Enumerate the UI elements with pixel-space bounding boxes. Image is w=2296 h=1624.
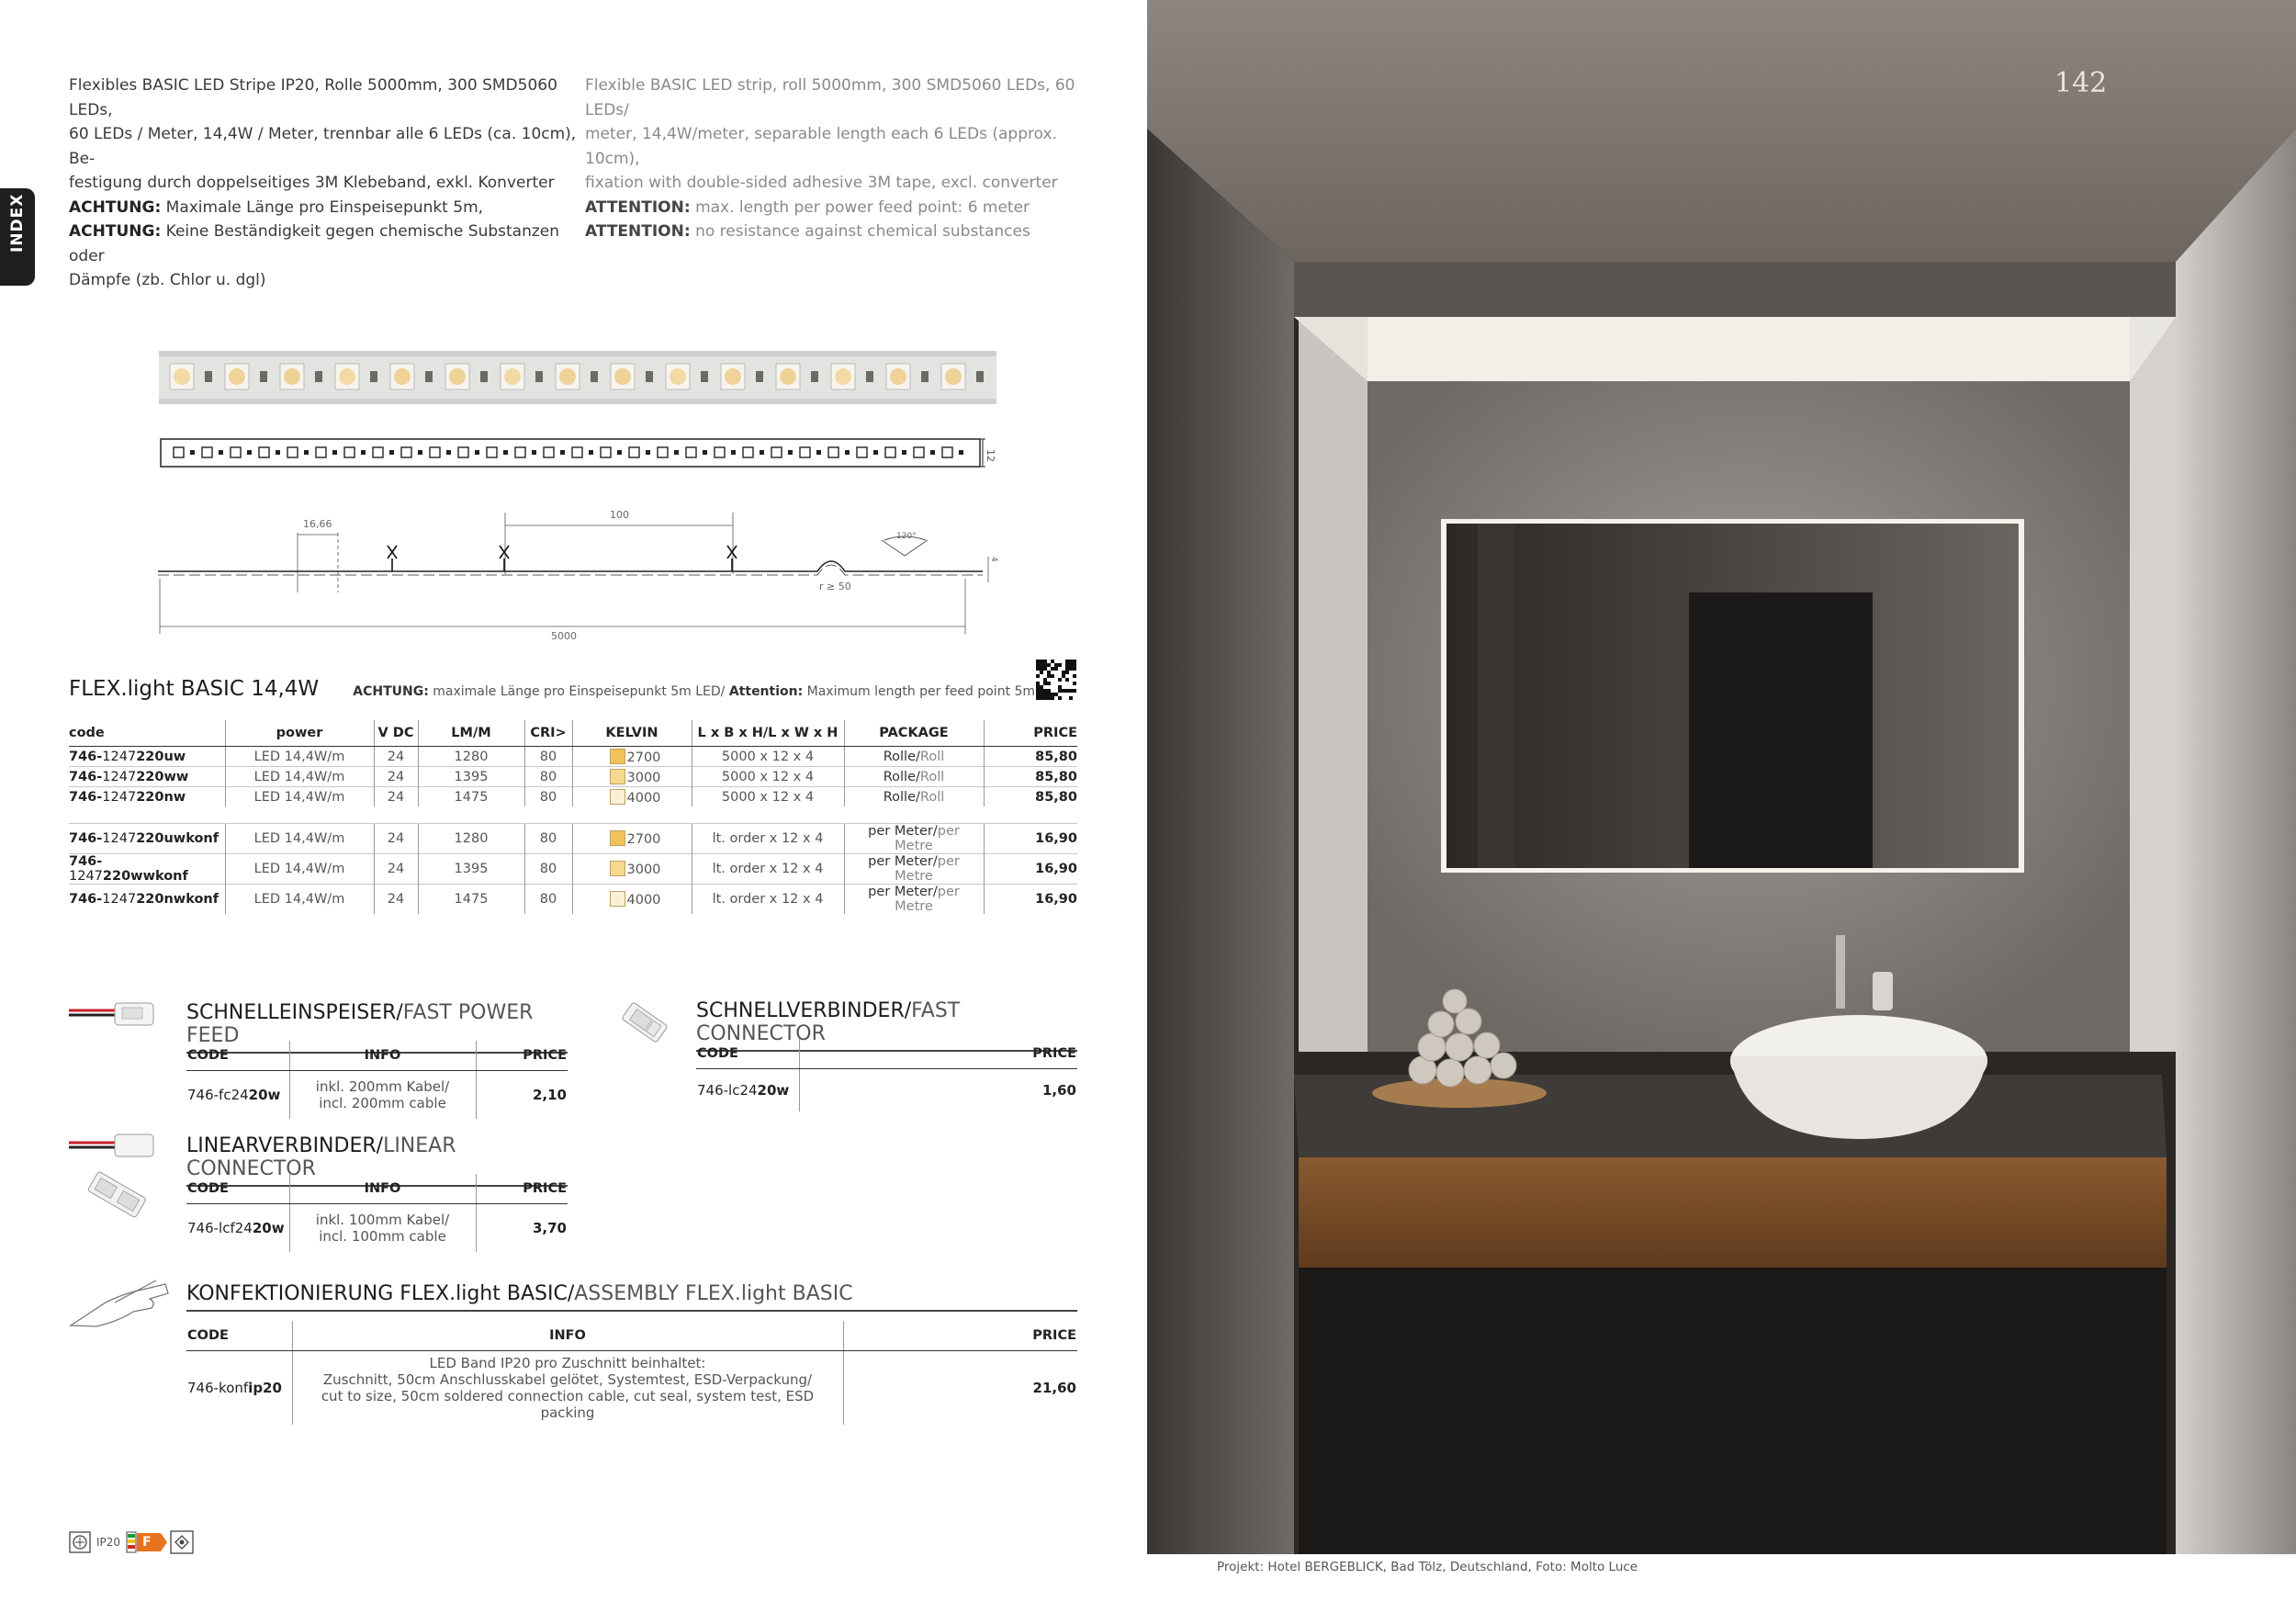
qr-module [1036,660,1040,663]
row-kelvin: 3000 [572,854,692,885]
row-price: 16,90 [984,824,1077,854]
resistor-outline [589,450,593,455]
table-row [186,1204,568,1252]
col-price: PRICE [843,1321,1077,1351]
qr-module [1047,663,1051,667]
led-outline [401,447,411,457]
table-header-row [186,1041,568,1071]
led-outline [344,447,355,457]
scissors-icon [388,546,737,571]
col-lmm: LM/M [418,720,524,747]
assembly-price: 21,60 [843,1351,1077,1425]
linear-connector-product-image [69,1132,170,1224]
fast-connector-table [696,1039,1077,1111]
table-header-row [186,1321,1077,1351]
row-kelvin: 2700 [572,747,692,767]
resistor-outline [703,450,707,455]
row-price: 85,80 [984,767,1077,787]
col-price: PRICE [799,1039,1077,1069]
col-info: INFO [292,1321,843,1351]
row-cri: 80 [524,787,572,807]
resistor [976,371,984,382]
table-header-row [186,1174,568,1204]
table-header-row [696,1039,1077,1069]
qr-module [1069,663,1073,667]
resistor [921,371,929,382]
row-dimensions: 5000 x 12 x 4 [692,767,844,787]
led-emitter [504,368,521,385]
led-strip-drawing-side [156,505,1001,643]
row-power: LED 14,4W/m [225,824,374,854]
resistor-outline [788,450,793,455]
resistor-outline [930,450,935,455]
qr-module [1065,667,1069,671]
row-code: 746-1247220ww [69,767,225,787]
power-feed-product-image [69,999,165,1036]
resistor-outline [959,450,963,455]
led-emitter [449,368,466,385]
led-outline [658,447,668,457]
qr-module [1073,667,1076,671]
height-dimension-label: 12 [985,449,996,462]
product-note: ACHTUNG: maximale Länge pro Einspeisepunkt 5m LED/ Attention: Maximum length per feed point 5m [353,684,1036,699]
row-package: per Meter/per Metre [844,824,984,854]
table-spacer-row [69,806,1077,824]
row-lmm: 1280 [418,747,524,767]
row-price: 85,80 [984,787,1077,807]
kelvin-swatch [610,749,625,764]
col-package: PACKAGE [844,720,984,747]
resistor-outline [247,450,252,455]
resistor-outline [332,450,337,455]
row-cri: 80 [524,854,572,885]
resistor-outline [873,450,878,455]
row-vdc: 24 [374,767,418,787]
table-row [186,1351,1077,1425]
col-dimensions: L x B x H/L x W x H [692,720,844,747]
led-emitter [945,368,962,385]
resistor [866,371,873,382]
resistor-outline [731,450,736,455]
linear-connector-code: 746-lcf2420w [187,1219,285,1236]
led-outline [828,447,838,457]
qr-module [1069,660,1073,663]
row-code: 746-1247220nwkonf [69,885,225,915]
resistor-outline [674,450,679,455]
led-strip-drawing-top [159,430,1004,478]
col-price: PRICE [476,1041,568,1071]
radius-label: r ≥ 50 [819,581,851,592]
intro-en-attention-1: ATTENTION: max. length per power feed point: 6 meter [585,197,1030,217]
intro-en-line: fixation with double-sided adhesive 3M tape, excl. converter [585,174,1058,192]
led-outline [373,447,383,457]
resistor-outline [646,450,650,455]
row-dimensions: lt. order x 12 x 4 [692,824,844,854]
power-feed-code: 746-fc2420w [187,1086,281,1103]
ip-rating: IP20 [96,1536,121,1549]
row-code: 746-1247220uwkonf [69,824,225,854]
table-row [69,767,1077,787]
resistor [701,371,708,382]
footer-icons [69,1530,194,1554]
resistor-outline [446,450,451,455]
qr-module [1054,663,1058,667]
led-outline [316,447,326,457]
qr-module [1073,663,1076,667]
resistor-outline [190,450,195,455]
resistor-outline [304,450,309,455]
row-dimensions: 5000 x 12 x 4 [692,747,844,767]
col-price: PRICE [984,720,1077,747]
fast-power-feed-table [186,1041,568,1119]
qr-module [1040,667,1043,671]
fast-connector-code: 746-lc2420w [697,1081,790,1099]
row-power: LED 14,4W/m [225,787,374,807]
col-vdc: V DC [374,720,418,747]
row-cri: 80 [524,747,572,767]
row-dimensions: lt. order x 12 x 4 [692,854,844,885]
fast-connector-price: 1,60 [799,1069,1077,1111]
led-emitter [339,368,355,385]
qr-module [1043,667,1047,671]
intro-de-attention-1: ACHTUNG: Maximale Länge pro Einspeisepunkt 5m, [69,197,484,217]
dimmable-icon [170,1530,194,1554]
energy-class-label: F [142,1535,152,1550]
col-power: power [225,720,374,747]
qr-module [1073,660,1076,663]
resistor-outline [475,450,479,455]
resistor-outline [503,450,508,455]
length-dimension-label: 5000 [551,630,577,642]
resistor-outline [760,450,764,455]
led-emitter [284,368,300,385]
row-lmm: 1280 [418,824,524,854]
resistor [811,371,818,382]
led-emitter [890,368,906,385]
led-emitter [670,368,686,385]
led-strip-image [159,351,996,404]
qr-module [1040,671,1043,674]
led-outline [174,447,184,457]
fast-connector-product-image [613,997,678,1052]
row-lmm: 1395 [418,854,524,885]
resistor-outline [560,450,565,455]
assembly-hand-icon [69,1275,170,1332]
resistor [756,371,763,382]
led-outline [231,447,241,457]
qr-module [1043,660,1047,663]
col-price: PRICE [476,1174,568,1204]
assembly-info: LED Band IP20 pro Zuschnitt beinhaltet: Zuschnitt, 50cm Anschlusskabel gelötet, Systemtest, ESD-Verpackung/ cut to size, 50cm soldered connection cable, cut seal, system test, ESD packing [292,1351,843,1425]
product-heading [69,677,1079,705]
led-emitter [835,368,851,385]
col-cri: CRI> [524,720,572,747]
linear-connector-price: 3,70 [476,1204,568,1252]
table-header-row [69,720,1077,747]
intro-en-line: meter, 14,4W/meter, separable length each 6 LEDs (approx. 10cm), [585,125,1057,168]
row-vdc: 24 [374,854,418,885]
led-outline [629,447,639,457]
resistor [260,371,267,382]
kelvin-swatch [610,830,625,846]
kelvin-swatch [610,789,625,805]
qr-module [1065,663,1069,667]
led-outline [572,447,582,457]
thickness-label: 4 [989,557,998,562]
qr-module [1065,671,1069,674]
row-vdc: 24 [374,885,418,915]
row-lmm: 1475 [418,885,524,915]
row-vdc: 24 [374,747,418,767]
linear-connector-table [186,1174,568,1252]
led-outline [515,447,525,457]
row-cri: 80 [524,767,572,787]
resistor-outline [532,450,536,455]
qr-module [1051,660,1054,663]
row-vdc: 24 [374,824,418,854]
resistor-outline [845,450,850,455]
pitch-dimension-label: 16,66 [303,518,332,530]
qr-module [1047,671,1051,674]
resistor-outline [617,450,622,455]
product-table [69,720,1077,914]
col-code: CODE [186,1321,292,1351]
qr-module [1043,663,1047,667]
row-kelvin: 2700 [572,824,692,854]
led-outline [458,447,468,457]
row-power: LED 14,4W/m [225,885,374,915]
qr-module [1054,667,1058,671]
page-number: 142 [2054,67,2108,99]
row-price: 16,90 [984,854,1077,885]
assembly-title: KONFEKTIONIERUNG FLEX.light BASIC/ASSEMBLY FLEX.light BASIC [186,1282,1077,1312]
power-feed-info: inkl. 200mm Kabel/ incl. 200mm cable [289,1071,476,1119]
table-row [186,1071,568,1119]
led-outline [487,447,497,457]
row-kelvin: 4000 [572,787,692,807]
row-dimensions: 5000 x 12 x 4 [692,787,844,807]
led-outline [430,447,440,457]
intro-german [69,73,579,293]
row-power: LED 14,4W/m [225,767,374,787]
table-row [69,885,1077,915]
resistor [370,371,377,382]
led-outline [914,447,924,457]
col-info: INFO [289,1041,476,1071]
led-outline [259,447,269,457]
cut-dimension-label: 100 [610,509,629,521]
col-code: CODE [186,1174,289,1204]
resistor [646,371,653,382]
row-price: 85,80 [984,747,1077,767]
resistor-outline [219,450,223,455]
resistor-outline [816,450,821,455]
resistor [480,371,488,382]
led-outline [942,447,952,457]
col-code: CODE [696,1039,799,1069]
qr-module [1051,667,1054,671]
row-code: 746-1247220wwkonf [69,854,225,885]
qr-module [1040,663,1043,667]
qr-module [1069,667,1073,671]
kelvin-swatch [610,769,625,784]
row-power: LED 14,4W/m [225,747,374,767]
led-outline [601,447,611,457]
led-emitter [614,368,631,385]
angle-label: 120° [896,532,917,541]
intro-de-attention-2: ACHTUNG: Keine Beständigkeit gegen chemische Substanzen oder [69,222,560,265]
linear-connector-info: inkl. 100mm Kabel/ incl. 100mm cable [289,1204,476,1252]
led-outline [287,447,298,457]
row-power: LED 14,4W/m [225,854,374,885]
kelvin-swatch [610,861,625,876]
resistor [535,371,543,382]
led-outline [885,447,895,457]
resistor [591,371,598,382]
index-tab-label: INDEX [8,193,27,253]
row-package: Rolle/Roll [844,787,984,807]
resistor-outline [361,450,366,455]
row-dimensions: lt. order x 12 x 4 [692,885,844,915]
led-emitter [780,368,796,385]
resistor [425,371,433,382]
qr-module [1036,667,1040,671]
led-emitter [725,368,741,385]
safety-class-icon [69,1531,91,1553]
qr-module [1065,660,1069,663]
row-cri: 80 [524,885,572,915]
row-code: 746-1247220uw [69,747,225,767]
row-lmm: 1475 [418,787,524,807]
fast-power-feed-title: SCHNELLEINSPEISER/FAST POWER FEED [186,1001,568,1054]
kelvin-swatch [610,891,625,907]
linear-connector-title: LINEARVERBINDER/LINEAR CONNECTOR [186,1134,568,1187]
col-kelvin: KELVIN [572,720,692,747]
resistor-outline [418,450,422,455]
row-kelvin: 3000 [572,767,692,787]
assembly-code: 746-konfip20 [187,1379,282,1396]
resistor [315,371,322,382]
table-row [69,854,1077,885]
row-cri: 80 [524,824,572,854]
row-package: Rolle/Roll [844,747,984,767]
table-row [696,1069,1077,1111]
led-outline [686,447,696,457]
led-outline [202,447,212,457]
intro-de-line: 60 LEDs / Meter, 14,4W / Meter, trennbar alle 6 LEDs (ca. 10cm), Be- [69,125,577,168]
led-outline [544,447,554,457]
led-outline [800,447,810,457]
intro-english [585,73,1099,244]
row-package: Rolle/Roll [844,767,984,787]
led-outline [857,447,867,457]
index-tab[interactable] [0,188,35,286]
product-title: FLEX.light BASIC 14,4W [69,677,320,701]
led-emitter [559,368,576,385]
intro-en-attention-2: ATTENTION: no resistance against chemical substances [585,222,1030,241]
photo-caption: Projekt: Hotel BERGEBLICK, Bad Tölz, Deutschland, Foto: Molto Luce [1217,1560,1638,1574]
qr-module [1036,663,1040,667]
table-row [69,787,1077,807]
intro-de-line: festigung durch doppelseitiges 3M Klebeband, exkl. Konverter [69,174,555,192]
intro-de-line: Dämpfe (zb. Chlor u. dgl) [69,271,266,289]
col-code: code [69,720,225,747]
row-code: 746-1247220nw [69,787,225,807]
bathroom-photo [1147,0,2296,1554]
row-vdc: 24 [374,787,418,807]
assembly-table [186,1321,1077,1425]
resistor-outline [389,450,394,455]
row-package: per Meter/per Metre [844,854,984,885]
intro-en-line: Flexible BASIC LED strip, roll 5000mm, 300 SMD5060 LEDs, 60 LEDs/ [585,76,1075,119]
row-kelvin: 4000 [572,885,692,915]
qr-module [1040,660,1043,663]
qr-module [1062,671,1065,674]
col-info: INFO [289,1174,476,1204]
led-emitter [394,368,411,385]
qr-module [1058,663,1062,667]
col-code: CODE [186,1041,289,1071]
fast-connector-title: SCHNELLVERBINDER/FAST CONNECTOR [696,999,1077,1052]
power-feed-price: 2,10 [476,1071,568,1119]
table-row [69,747,1077,767]
resistor [205,371,212,382]
led-emitter [229,368,245,385]
resistor-outline [902,450,906,455]
led-outline [743,447,753,457]
led-outline [715,447,725,457]
led-outline [771,447,782,457]
table-row [69,824,1077,854]
row-lmm: 1395 [418,767,524,787]
resistor-outline [276,450,280,455]
intro-de-line: Flexibles BASIC LED Stripe IP20, Rolle 5000mm, 300 SMD5060 LEDs, [69,76,557,119]
led-emitter [174,368,190,385]
row-package: per Meter/per Metre [844,885,984,915]
row-price: 16,90 [984,885,1077,915]
